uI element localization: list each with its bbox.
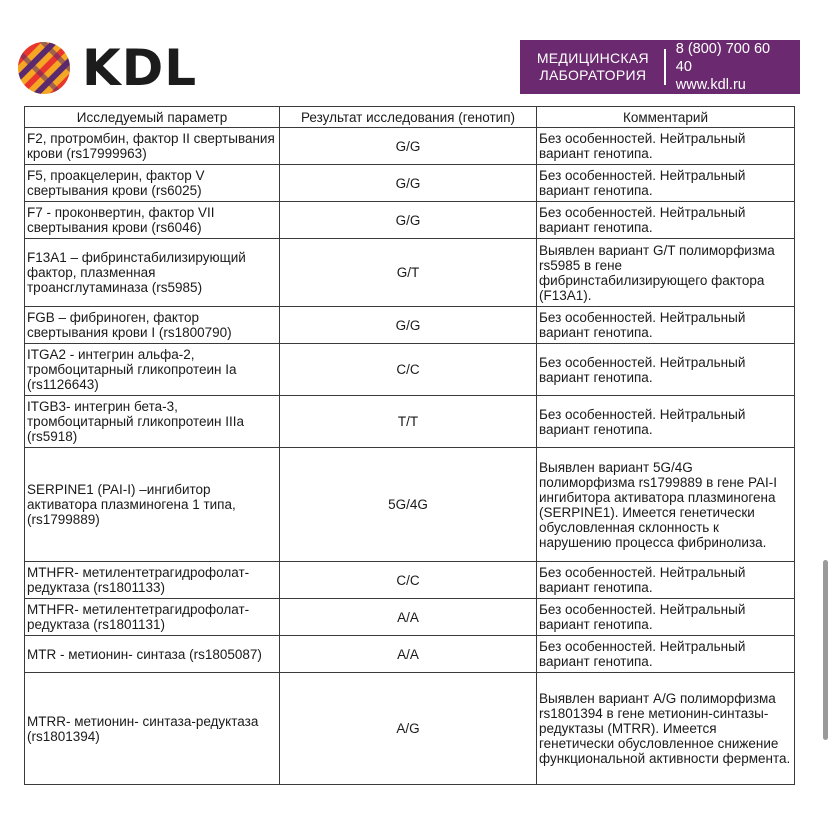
genotype-cell: G/G: [280, 128, 537, 165]
genotype-cell: G/G: [280, 307, 537, 344]
table-row: [25, 673, 795, 785]
comment-cell: Без особенностей. Нейтральный вариант генотипа.: [537, 396, 795, 448]
genotype-results-table: [24, 106, 795, 785]
table-row: [25, 202, 795, 239]
param-cell: F2, протромбин, фактор II свертывания крови (rs17999963): [25, 128, 280, 165]
table-row: [25, 239, 795, 307]
param-cell: F7 - проконвертин, фактор VII свертывания крови (rs6046): [25, 202, 280, 239]
param-cell: FGB – фибриноген, фактор свертывания крови I (rs1800790): [25, 307, 280, 344]
genotype-cell: C/C: [280, 344, 537, 396]
comment-cell: Без особенностей. Нейтральный вариант генотипа.: [537, 202, 795, 239]
param-cell: ITGB3- интегрин бета-3, тромбоцитарный гликопротеин IIIa (rs5918): [25, 396, 280, 448]
genotype-cell: C/C: [280, 562, 537, 599]
comment-cell: Выявлен вариант G/T полиморфизма rs5985 в гене фибринстабилизирующего фактора (F13A1).: [537, 239, 795, 307]
website-link[interactable]: www.kdl.ru: [675, 77, 746, 93]
lab-title: [532, 50, 654, 84]
table-row: [25, 448, 795, 562]
table-row: [25, 636, 795, 673]
comment-cell: Без особенностей. Нейтральный вариант генотипа.: [537, 165, 795, 202]
genotype-cell: G/G: [280, 165, 537, 202]
param-cell: MTR - метионин- синтаза (rs1805087): [25, 636, 280, 673]
table-row: [25, 165, 795, 202]
comment-cell: Без особенностей. Нейтральный вариант генотипа.: [537, 344, 795, 396]
param-cell: F5, проакцелерин, фактор V свертывания крови (rs6025): [25, 165, 280, 202]
table-row: [25, 344, 795, 396]
table-row: [25, 396, 795, 448]
genotype-cell: A/G: [280, 673, 537, 785]
table-row: [25, 562, 795, 599]
comment-cell: Без особенностей. Нейтральный вариант генотипа.: [537, 636, 795, 673]
vertical-scrollbar[interactable]: [823, 560, 828, 740]
phone-number: 8 (800) 700 60 40: [675, 41, 771, 75]
header-param: Исследуемый параметр: [25, 107, 280, 128]
genotype-cell: 5G/4G: [280, 448, 537, 562]
table-row: [25, 128, 795, 165]
table-row: [25, 307, 795, 344]
lab-contacts: [676, 40, 790, 94]
lab-title-line2: ЛАБОРАТОРИЯ: [539, 67, 647, 83]
param-cell: MTHFR- метилентетрагидрофолат-редуктаза (rs1801133): [25, 562, 280, 599]
comment-cell: Выявлен вариант A/G полиморфизма rs1801394 в гене метионин-синтазы-редуктазы (MTRR). Имеется генетически обусловленное снижение функциональной активности фермента.: [537, 673, 795, 785]
comment-cell: Без особенностей. Нейтральный вариант генотипа.: [537, 562, 795, 599]
table-row: [25, 599, 795, 636]
comment-cell: Без особенностей. Нейтральный вариант генотипа.: [537, 307, 795, 344]
param-cell: ITGA2 - интегрин альфа-2, тромбоцитарный гликопротеин Ia (rs1126643): [25, 344, 280, 396]
kdl-logo: [16, 38, 197, 98]
genotype-cell: A/A: [280, 599, 537, 636]
comment-cell: Без особенностей. Нейтральный вариант генотипа.: [537, 128, 795, 165]
param-cell: F13A1 – фибринстабилизирующий фактор, плазменная троансглутаминаза (rs5985): [25, 239, 280, 307]
comment-cell: Без особенностей. Нейтральный вариант генотипа.: [537, 599, 795, 636]
genotype-cell: A/A: [280, 636, 537, 673]
param-cell: MTRR- метионин- синтаза-редуктаза (rs1801394): [25, 673, 280, 785]
genotype-cell: G/G: [280, 202, 537, 239]
param-cell: MTHFR- метилентетрагидрофолат-редуктаза (rs1801131): [25, 599, 280, 636]
kdl-logo-mark-icon: [16, 40, 72, 96]
badge-divider: [664, 49, 666, 85]
genotype-cell: G/T: [280, 239, 537, 307]
logo-text: KDL: [82, 39, 198, 97]
header-comment: Комментарий: [537, 107, 795, 128]
param-cell: SERPINE1 (PAI-I) –ингибитор активатора плазминогена 1 типа, (rs1799889): [25, 448, 280, 562]
lab-title-line1: МЕДИЦИНСКАЯ: [536, 50, 649, 66]
header-result: Результат исследования (генотип): [280, 107, 537, 128]
lab-contact-badge: [520, 40, 800, 94]
table-header-row: [25, 107, 795, 128]
genotype-cell: T/T: [280, 396, 537, 448]
comment-cell: Выявлен вариант 5G/4G полиморфизма rs1799889 в гене PAI-I ингибитора активатора плазминогена (SERPINE1). Имеется генетически обусловленная склонность к нарушению процесса фибринолиза.: [537, 448, 795, 562]
